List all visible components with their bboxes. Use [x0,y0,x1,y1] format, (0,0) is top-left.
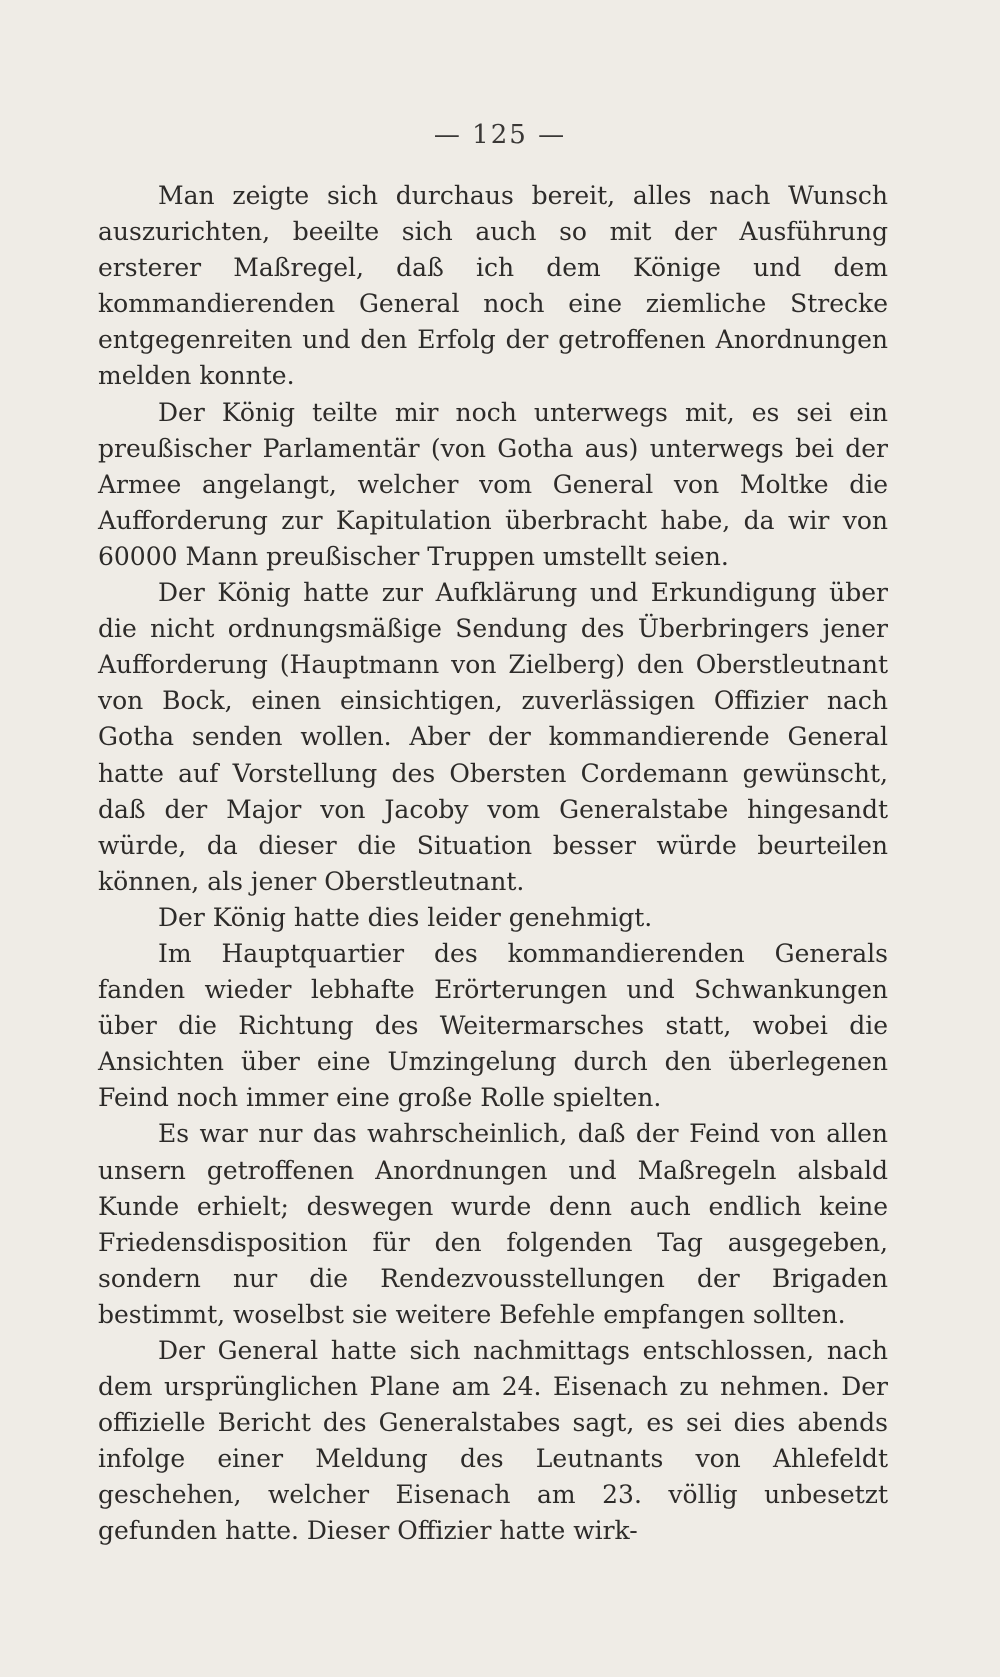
page-number: — 125 — [433,120,567,150]
paragraph-7: Der General hatte sich nachmittags entschlossen, nach dem ursprünglichen Plane am 24. Eisenach zu nehmen. Der offizielle Bericht des Generalstabes sagt, es sei dies abends infolge einer Meldung des Leutnants von Ahlefeldt geschehen, welcher Eisenach am 23. völlig unbesetzt gefunden hatte. Dieser Offizier hatte wirk- [98,1336,888,1546]
paragraph-5: Im Hauptquartier des kommandierenden Generals fanden wieder lebhafte Erörterungen und Schwankungen über die Richtung des Weitermarsches statt, wobei die Ansichten über eine Umzingelung durch den überlegenen Feind noch immer eine große Rolle spielten. [98,938,888,1113]
body-text [98,178,888,1550]
paragraph-1: Man zeigte sich durchaus bereit, alles nach Wunsch auszurichten, beeilte sich auch so mit der Ausführung ersterer Maßregel, daß ich dem Könige und dem kommandierenden General noch eine ziemliche Strecke entgegenreiten und den Erfolg der getroffenen Anordnungen melden konnte. [98,181,888,391]
paragraph-2: Der König teilte mir noch unterwegs mit, es sei ein preußischer Parlamentär (von Gotha aus) unterwegs bei der Armee angelangt, welcher vom General von Moltke die Aufforderung zur Kapitulation überbracht habe, da wir von 60000 Mann preußischer Truppen umstellt seien. [98,397,888,571]
paragraph-4: Der König hatte dies leider genehmigt. [158,902,653,932]
paragraph-3: Der König hatte zur Aufklärung und Erkundigung über die nicht ordnungsmäßige Sendung des Überbringers jener Aufforderung (Hauptmann von Zielberg) den Oberstleutnant von Bock, einen einsichtigen, zuverlässigen Offizier nach Gotha senden wollen. Aber der kommandierende General hatte auf Vorstellung des Obersten Cordemann gewünscht, daß der Major von Jacoby vom Generalstabe hingesandt würde, da dieser die Situation besser würde beurteilen können, als jener Oberstleutnant. [98,578,888,896]
paragraph-6: Es war nur das wahrscheinlich, daß der Feind von allen unsern getroffenen Anordnungen und Maßregeln alsbald Kunde erhielt; deswegen wurde denn auch endlich keine Friedensdisposition für den folgenden Tag ausgegeben, sondern nur die Rendezvousstellungen der Brigaden bestimmt, woselbst sie weitere Befehle empfangen sollten. [98,1119,888,1329]
